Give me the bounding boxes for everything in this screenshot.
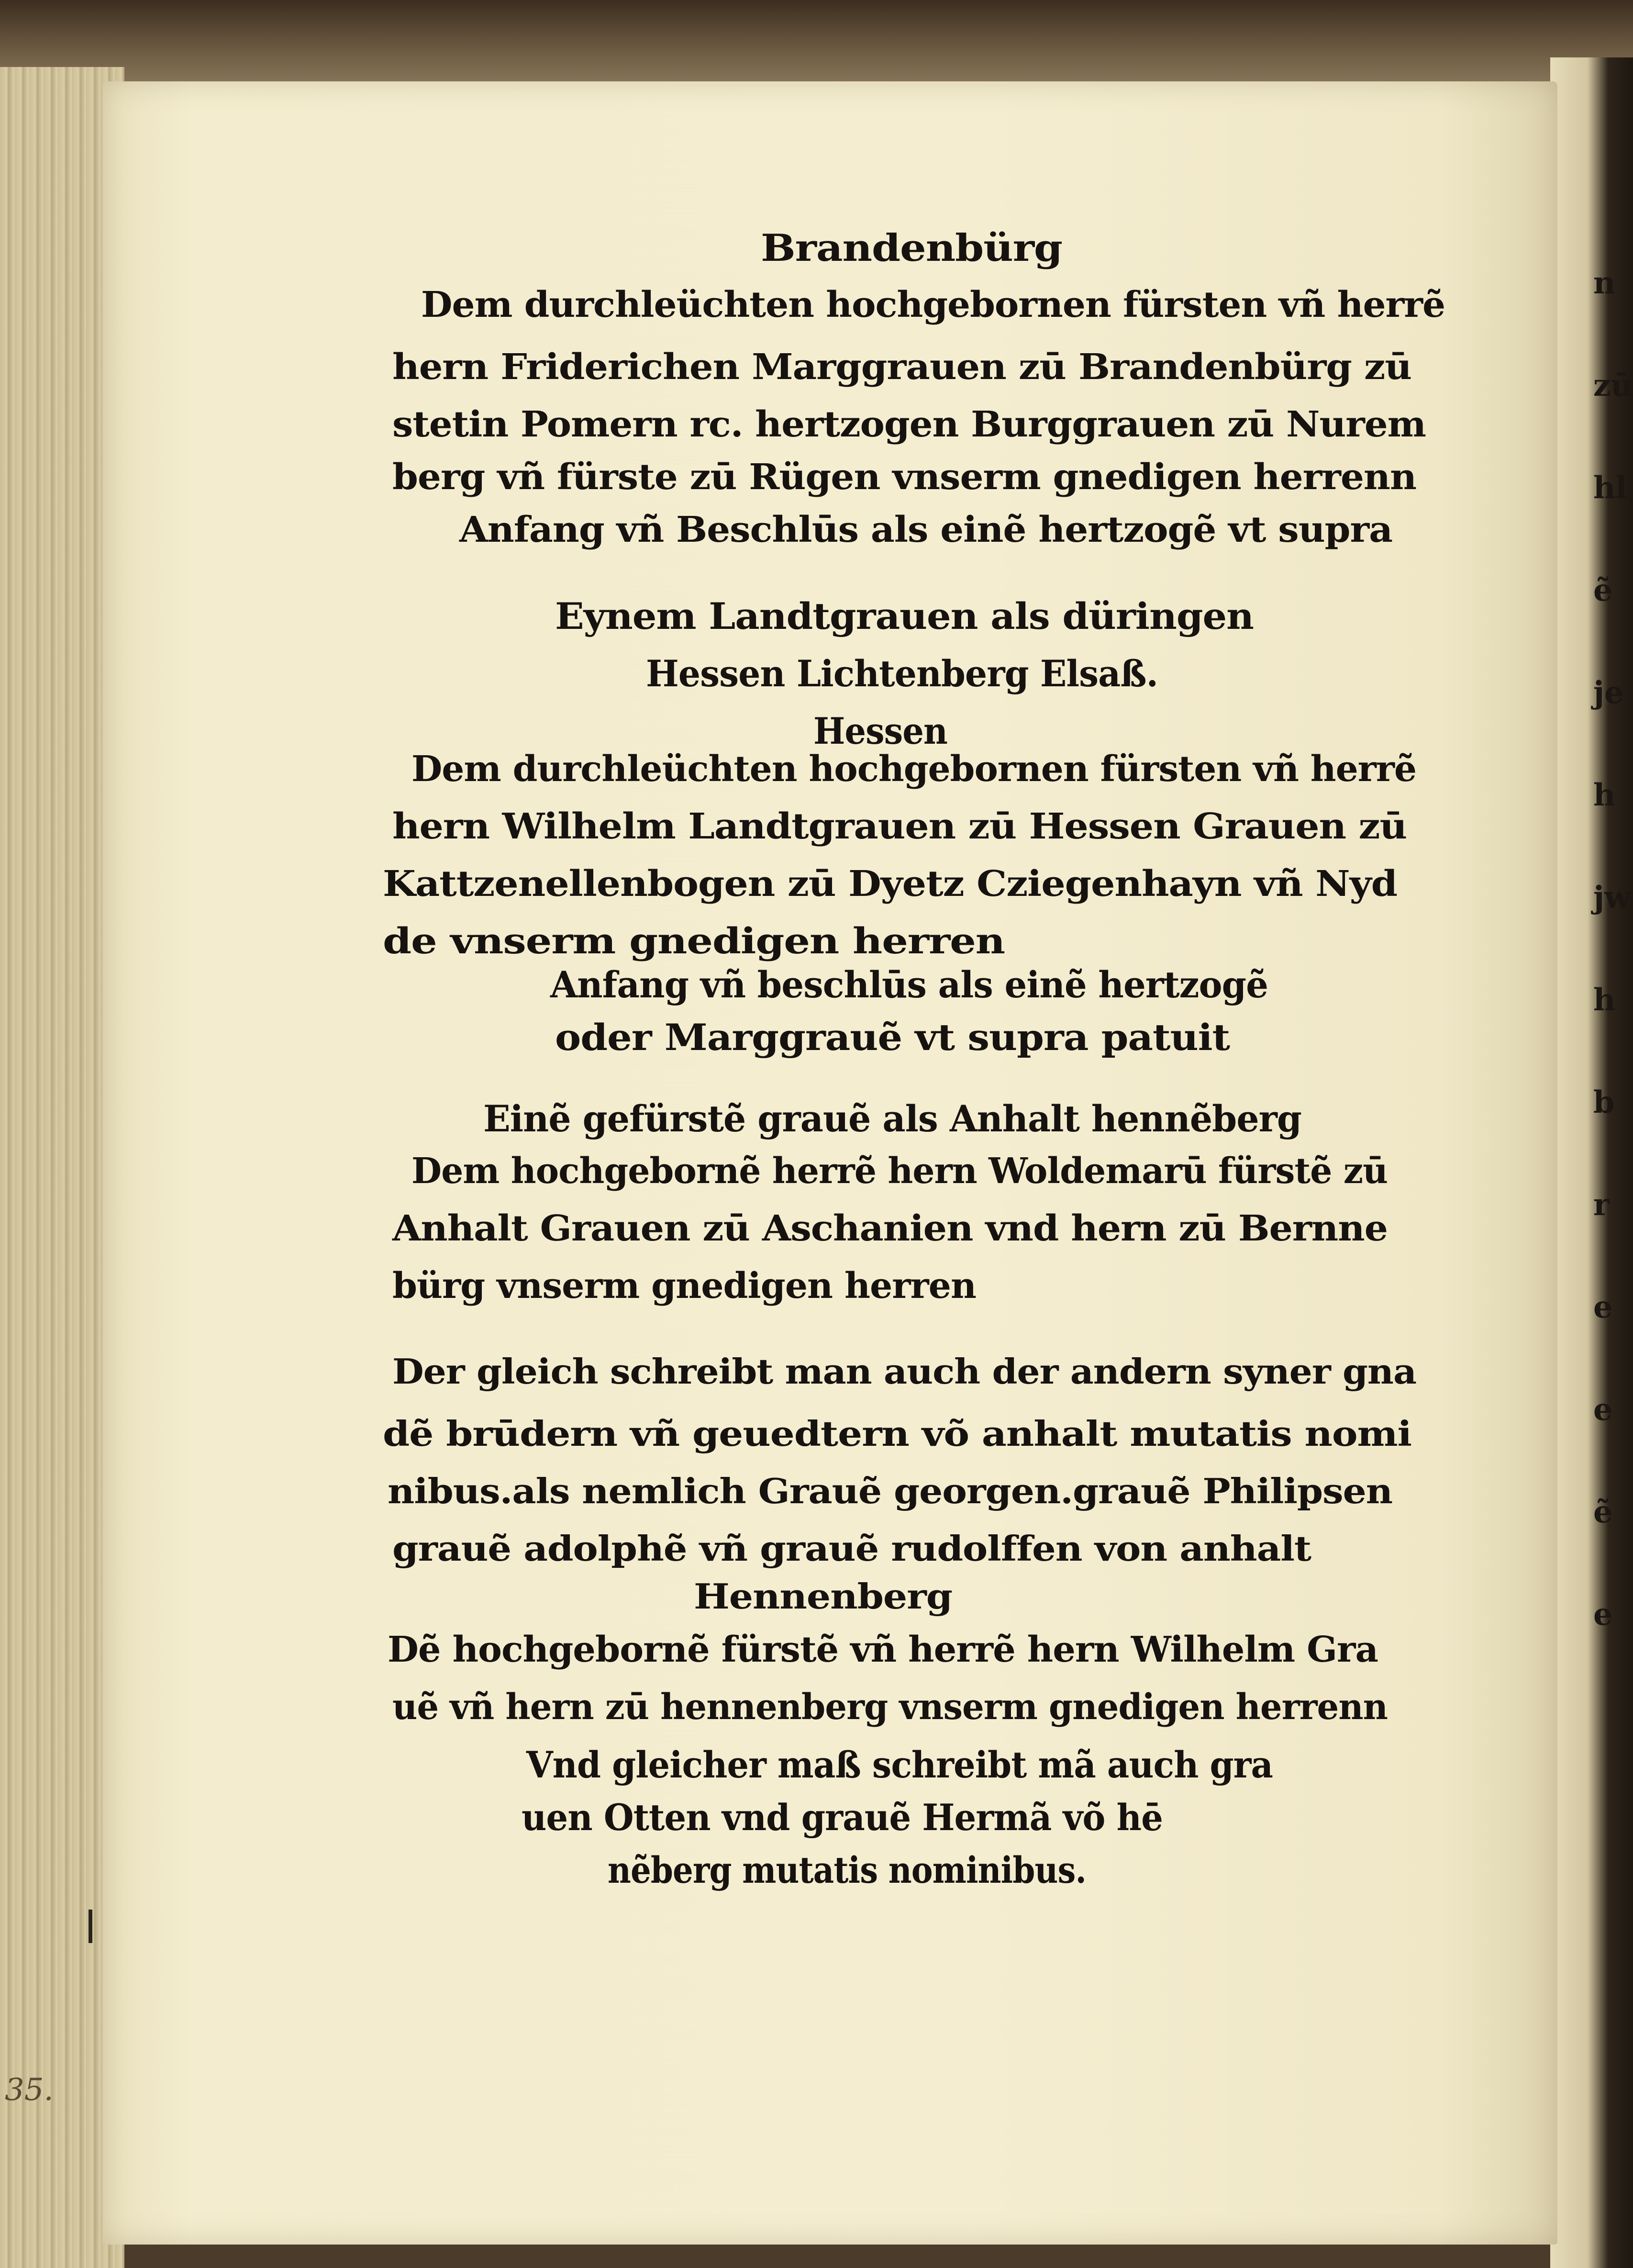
next-page-fragment: e [1593, 1289, 1613, 1325]
text-line: Einẽ gefürstẽ grauẽ als Anhalt hennẽberg [483, 1097, 1301, 1140]
next-page-fragment: e [1593, 1597, 1613, 1632]
next-page-fragment: b [1593, 1084, 1615, 1120]
folio-number: 35. [5, 2072, 54, 2108]
text-line: Der gleich schreibt man auch der andern syner gna [392, 1351, 1416, 1392]
next-page-fragment: hl [1593, 470, 1627, 506]
next-page-fragment: je [1593, 675, 1624, 711]
text-line: nibus.als nemlich Grauẽ georgen.grauẽ Philipsen [388, 1471, 1392, 1511]
text-line: Dem durchleüchten hochgebornen fürsten vñ herrẽ [421, 284, 1445, 325]
text-line: grauẽ adolphẽ vñ grauẽ rudolffen von anhalt [392, 1528, 1311, 1569]
next-page-fragment: jw [1593, 880, 1631, 916]
next-page-fragment: e [1593, 1392, 1613, 1428]
text-line: dẽ brūdern vñ geuedtern võ anhalt mutatis nomi [383, 1413, 1411, 1454]
text-line: Hennenberg [694, 1576, 952, 1617]
text-line: nẽberg mutatis nominibus. [608, 1849, 1086, 1891]
text-line: uẽ vñ hern zū hennenberg vnserm gnedigen herrenn [392, 1687, 1388, 1728]
next-page-fragment: ẽ [1593, 1494, 1613, 1530]
text-line: Eynem Landtgrauen als düringen [555, 595, 1254, 637]
text-line: uen Otten vnd grauẽ Hermã võ hē [522, 1796, 1163, 1839]
next-page-fragment: h [1593, 777, 1616, 813]
next-page-fragment: ẽ [1593, 572, 1613, 608]
next-page-fragment: r [1593, 1187, 1610, 1223]
next-page-fragment: zū [1593, 368, 1633, 403]
text-line: Brandenbürg [761, 226, 1062, 270]
text-line: Vnd gleicher maß schreibt mã auch gra [526, 1743, 1273, 1786]
text-line: Anfang vñ beschlūs als einẽ hertzogẽ [550, 963, 1268, 1006]
text-line: Anfang vñ Beschlūs als einẽ hertzogẽ vt supra [459, 509, 1392, 550]
text-line: Dem durchleüchten hochgebornen fürsten vñ herrẽ [411, 749, 1416, 790]
page-mark [89, 1910, 92, 1943]
text-line: bürg vnserm gnedigen herren [392, 1265, 976, 1307]
text-line: de vnserm gnedigen herren [383, 921, 1005, 962]
text-line: Dẽ hochgebornẽ fürstẽ vñ herrẽ hern Wilhelm Gra [388, 1629, 1378, 1670]
next-page-fragment: n [1593, 265, 1616, 301]
text-line: berg vñ fürste zū Rügen vnserm gnedigen herrenn [392, 457, 1416, 498]
text-line: oder Marggrauẽ vt supra patuit [555, 1016, 1230, 1059]
text-line: Anhalt Grauen zū Aschanien vnd hern zū Bernne [392, 1208, 1388, 1249]
text-line: hern Friderichen Marggrauen zū Brandenbürg zū [392, 346, 1411, 388]
text-line: Hessen Lichtenberg Elsaß. [646, 652, 1158, 695]
text-line: Hessen [813, 710, 947, 752]
next-page-edge-text [1593, 265, 1633, 1702]
text-line: stetin Pomern rc. hertzogen Burggrauen zū Nurem [392, 404, 1426, 445]
book-binding-top [0, 0, 1633, 91]
text-line: hern Wilhelm Landtgrauen zū Hessen Grauen zū [392, 806, 1407, 847]
text-line: Kattzenellenbogen zū Dyetz Cziegenhayn vñ Nyd [383, 863, 1397, 905]
next-page-fragment: h [1593, 982, 1616, 1018]
text-line: Dem hochgebornẽ herrẽ hern Woldemarū fürstẽ zū [411, 1151, 1388, 1192]
